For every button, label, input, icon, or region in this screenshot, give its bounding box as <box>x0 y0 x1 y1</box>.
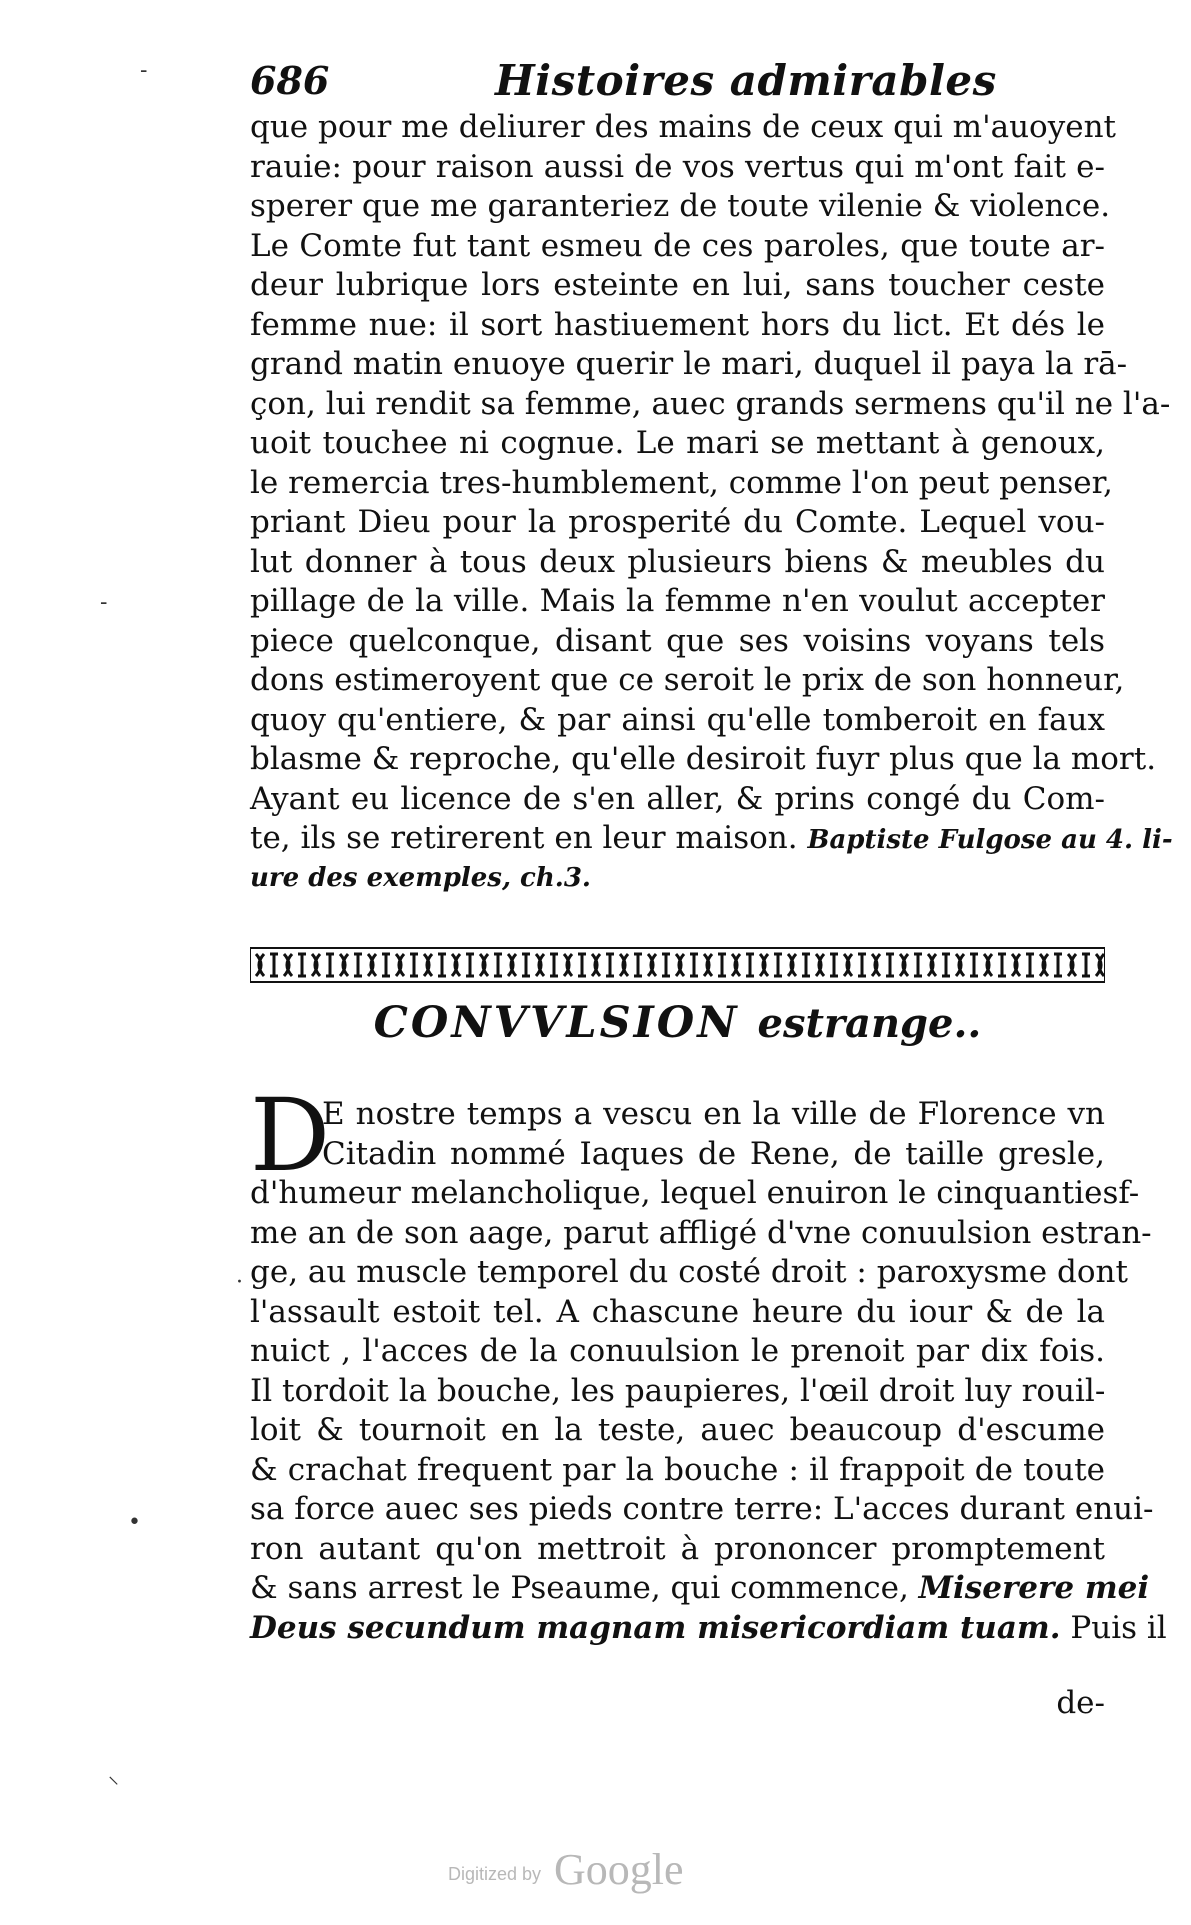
ornament-knot <box>368 954 390 976</box>
ornament-knot <box>284 954 306 976</box>
ornament-knot <box>452 954 474 976</box>
text-line: rauie: pour raison aussi de vos vertus qui m'ont fait e- <box>250 148 1105 185</box>
text-fragment: & sans arrest le Pseaume, qui commence, <box>250 1570 909 1606</box>
ornament-knot <box>1040 954 1062 976</box>
text-line: E nostre temps a vescu en la ville de Florence vn <box>322 1096 1105 1132</box>
running-head: Histoires admirables <box>495 56 997 105</box>
text-line: ron autant qu'on mettroit à prononcer promptement <box>250 1530 1105 1567</box>
text-line: Le Comte fut tant esmeu de ces paroles, que toute ar- <box>250 227 1105 264</box>
ornament-knot <box>536 954 558 976</box>
section-title-main: CONVVLSION <box>373 998 740 1048</box>
text-line: le remercia tres-humblement, comme l'on peut penser, <box>250 464 1113 501</box>
citation-continued: ure des exemples, ch.3. <box>250 862 591 893</box>
page-number: 686 <box>250 58 330 103</box>
ornament-knot <box>928 954 950 976</box>
text-fragment: te, ils se retirerent en leur maison. <box>250 820 798 856</box>
latin-quote: Deus secundum magnam misericordiam tuam. <box>250 1609 1061 1646</box>
text-line: priant Dieu pour la prosperité du Comte. Lequel vou- <box>250 504 1105 540</box>
text-line: dons estimeroyent que ce seroit le prix de son honneur, <box>250 662 1125 698</box>
ornament-knot <box>424 954 446 976</box>
text-line-with-latin <box>250 1609 1167 1649</box>
ornament-knot <box>1096 954 1105 976</box>
text-line: sa force auec ses pieds contre terre: L'acces durant enui- <box>250 1491 1154 1527</box>
text-line: lut donner à tous deux plusieurs biens & meubles du <box>250 543 1105 580</box>
section-title <box>250 998 1105 1048</box>
text-line: Citadin nommé Iaques de Rene, de taille gresle, <box>322 1135 1105 1172</box>
text-line: grand matin enuoye querir le mari, duquel il paya la rā- <box>250 346 1128 382</box>
section-title-rest: estrange.. <box>757 1000 982 1047</box>
ornament-knot <box>564 954 586 976</box>
text-line: sperer que me garanteriez de toute vilenie & violence. <box>250 188 1111 224</box>
ornament-knot <box>956 954 978 976</box>
ornament-knot <box>620 954 642 976</box>
ornament-knot <box>732 954 754 976</box>
text-line: Ayant eu licence de s'en aller, & prins congé du Com- <box>250 780 1105 817</box>
ornamental-divider <box>250 940 1105 990</box>
text-line: blasme & reproche, qu'elle desiroit fuyr plus que la mort. <box>250 741 1157 777</box>
text-line: nuict , l'acces de la conuulsion le prenoit par dix fois. <box>250 1333 1105 1369</box>
ornament-knot <box>396 954 418 976</box>
text-line: que pour me deliurer des mains de ceux qui m'auoyent <box>250 109 1116 145</box>
scan-mark: • <box>128 1510 141 1535</box>
ornament-knot <box>312 954 334 976</box>
text-line: & crachat frequent par la bouche : il frappoit de toute <box>250 1451 1105 1488</box>
drop-cap: D <box>250 1077 331 1194</box>
page-header <box>250 50 1130 114</box>
ornament-knot <box>788 954 810 976</box>
ornament-knot <box>704 954 726 976</box>
ornament-knot <box>480 954 502 976</box>
text-line: me an de son aage, parut affligé d'vne conuulsion estran- <box>250 1214 1152 1251</box>
text-line: pillage de la ville. Mais la femme n'en voulut accepter <box>250 583 1105 619</box>
scan-mark: · <box>236 1270 243 1295</box>
ornament-knot <box>844 954 866 976</box>
ornament-knot <box>340 954 362 976</box>
scan-mark: - <box>140 58 148 83</box>
text-line: Il tordoit la bouche, les paupieres, l'œil droit luy rouil- <box>250 1372 1106 1409</box>
watermark-prefix: Digitized by <box>448 1864 542 1884</box>
text-line: uoit touchee ni cognue. Le mari se mettant à genoux, <box>250 425 1105 461</box>
digitized-watermark <box>448 1840 728 1900</box>
ornament-knot <box>256 954 278 976</box>
scan-mark: ⸜ <box>108 1764 120 1789</box>
google-logo: Google <box>554 1845 684 1894</box>
ornament-knot <box>592 954 614 976</box>
citation: Baptiste Fulgose au 4. li- <box>807 825 1173 855</box>
text-line-with-latin <box>250 1569 1150 1609</box>
ornament-knot <box>1012 954 1034 976</box>
ornament-knot <box>816 954 838 976</box>
text-line: loit & tournoit en la teste, auec beaucoup d'escume <box>250 1412 1105 1448</box>
text-line: deur lubrique lors esteinte en lui, sans toucher ceste <box>250 267 1105 303</box>
ornament-knot <box>676 954 698 976</box>
text-line: l'assault estoit tel. A chascune heure du iour & de la <box>250 1293 1105 1330</box>
latin-quote: Miserere mei <box>918 1570 1150 1606</box>
text-line: quoy qu'entiere, & par ainsi qu'elle tomberoit en faux <box>250 701 1105 738</box>
paragraph-1 <box>250 108 1173 898</box>
ornament-knot <box>900 954 922 976</box>
text-line: çon, lui rendit sa femme, auec grands sermens qu'il ne l'a- <box>250 385 1171 422</box>
ornament-knot <box>984 954 1006 976</box>
text-line-with-citation <box>250 819 1173 859</box>
ornament-knot <box>872 954 894 976</box>
catchword: de- <box>1056 1685 1105 1721</box>
ornament-knot <box>1068 954 1090 976</box>
ornament-knot <box>760 954 782 976</box>
text-line: femme nue: il sort hastiuement hors du lict. Et dés le <box>250 306 1105 343</box>
ornament-knot <box>648 954 670 976</box>
scan-mark: - <box>100 590 108 615</box>
text-line: ge, au muscle temporel du costé droit : paroxysme dont <box>250 1254 1128 1290</box>
text-line: d'humeur melancholique, lequel enuiron le cinquantiesf- <box>250 1175 1140 1211</box>
ornament-knot <box>508 954 530 976</box>
text-fragment: Puis il <box>1070 1609 1167 1646</box>
paragraph-2 <box>250 1077 1167 1648</box>
text-line: piece quelconque, disant que ses voisins voyans tels <box>250 622 1105 659</box>
